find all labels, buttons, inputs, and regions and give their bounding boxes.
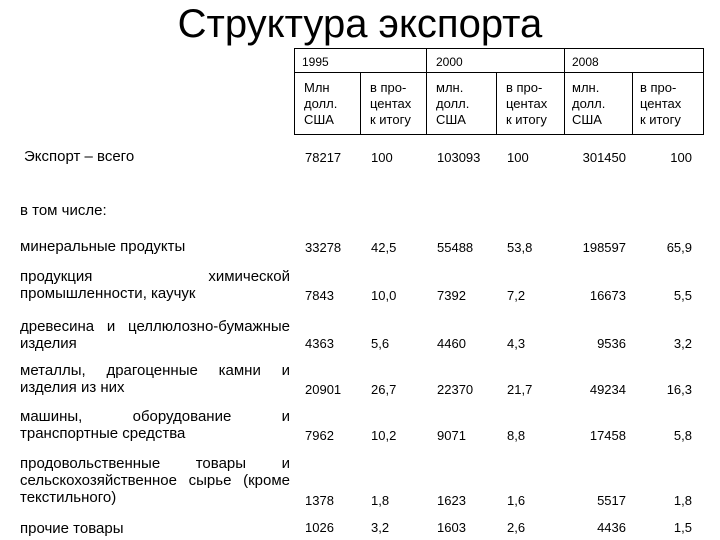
- cell-value: 78217: [305, 150, 342, 165]
- cell-value: 65,9: [666, 240, 692, 255]
- row-label-machinery: машины, оборудование и транспортные средства: [20, 408, 290, 442]
- cell-value: 26,7: [371, 382, 397, 397]
- column-divider: [426, 48, 427, 134]
- cell-value: 5517: [597, 493, 626, 508]
- cell-value: 4,3: [507, 336, 526, 351]
- cell-value: 5,6: [371, 336, 390, 351]
- cell-value: 1026: [305, 520, 334, 535]
- cell-value: 7962: [305, 428, 334, 443]
- subheader-mln-2000: млн. долл. США: [436, 80, 470, 127]
- table-top-border: [294, 48, 704, 49]
- row-label-including: в том числе:: [20, 202, 107, 219]
- year-header-2000: 2000: [436, 55, 463, 69]
- subheader-pct-2008: в про- центах к итогу: [640, 80, 682, 127]
- cell-value: 4460: [437, 336, 466, 351]
- cell-value: 3,2: [673, 336, 692, 351]
- cell-value: 8,8: [507, 428, 526, 443]
- cell-value: 1,8: [371, 493, 390, 508]
- cell-value: 2,6: [507, 520, 526, 535]
- cell-value: 55488: [437, 240, 474, 255]
- cell-value: 3,2: [371, 520, 390, 535]
- cell-value: 198597: [582, 240, 626, 255]
- cell-value: 4436: [597, 520, 626, 535]
- table-left-border: [294, 48, 295, 134]
- cell-value: 10,0: [371, 288, 397, 303]
- cell-value: 21,7: [507, 382, 533, 397]
- header-divider: [294, 72, 704, 73]
- header-bottom-border: [294, 134, 704, 135]
- page-title: Структура экспорта: [177, 2, 543, 46]
- row-label-export-total: Экспорт – всего: [24, 148, 135, 165]
- cell-value: 49234: [589, 382, 626, 397]
- cell-value: 9071: [437, 428, 466, 443]
- cell-value: 1378: [305, 493, 334, 508]
- row-label-chemical: продукция химической промышленности, каучук: [20, 268, 290, 302]
- cell-value: 42,5: [371, 240, 397, 255]
- cell-value: 53,8: [507, 240, 533, 255]
- cell-value: 7,2: [507, 288, 526, 303]
- subheader-mln-1995: Млн долл. США: [304, 80, 338, 127]
- cell-value: 1,8: [673, 493, 692, 508]
- cell-value: 7843: [305, 288, 334, 303]
- cell-value: 1623: [437, 493, 466, 508]
- cell-value: 5,5: [673, 288, 692, 303]
- cell-value: 22370: [437, 382, 474, 397]
- cell-value: 100: [371, 150, 393, 165]
- cell-value: 1,6: [507, 493, 526, 508]
- cell-value: 100: [670, 150, 692, 165]
- cell-value: 16673: [589, 288, 626, 303]
- cell-value: 17458: [589, 428, 626, 443]
- row-label-metals: металлы, драгоценные камни и изделия из них: [20, 362, 290, 396]
- cell-value: 1603: [437, 520, 466, 535]
- cell-value: 1,5: [673, 520, 692, 535]
- subheader-mln-2008: млн. долл. США: [572, 80, 606, 127]
- cell-value: 20901: [305, 382, 342, 397]
- subheader-pct-2000: в про- центах к итогу: [506, 80, 548, 127]
- cell-value: 10,2: [371, 428, 397, 443]
- cell-value: 4363: [305, 336, 334, 351]
- subheader-pct-1995: в про- центах к итогу: [370, 80, 412, 127]
- column-divider: [632, 72, 633, 134]
- cell-value: 7392: [437, 288, 466, 303]
- row-label-wood: древесина и целлюлозно-бумажные изделия: [20, 318, 290, 352]
- year-header-1995: 1995: [302, 55, 329, 69]
- cell-value: 301450: [582, 150, 626, 165]
- row-label-food: продовольственные товары и сельскохозяйственное сырье (кроме текстильного): [20, 455, 290, 506]
- cell-value: 16,3: [666, 382, 692, 397]
- table-right-border: [703, 48, 704, 134]
- cell-value: 5,8: [673, 428, 692, 443]
- cell-value: 9536: [597, 336, 626, 351]
- cell-value: 33278: [305, 240, 342, 255]
- column-divider: [564, 48, 565, 134]
- row-label-mineral: минеральные продукты: [20, 238, 186, 255]
- row-label-other: прочие товары: [20, 520, 124, 537]
- year-header-2008: 2008: [572, 55, 599, 69]
- column-divider: [496, 72, 497, 134]
- cell-value: 103093: [437, 150, 481, 165]
- column-divider: [360, 72, 361, 134]
- cell-value: 100: [507, 150, 529, 165]
